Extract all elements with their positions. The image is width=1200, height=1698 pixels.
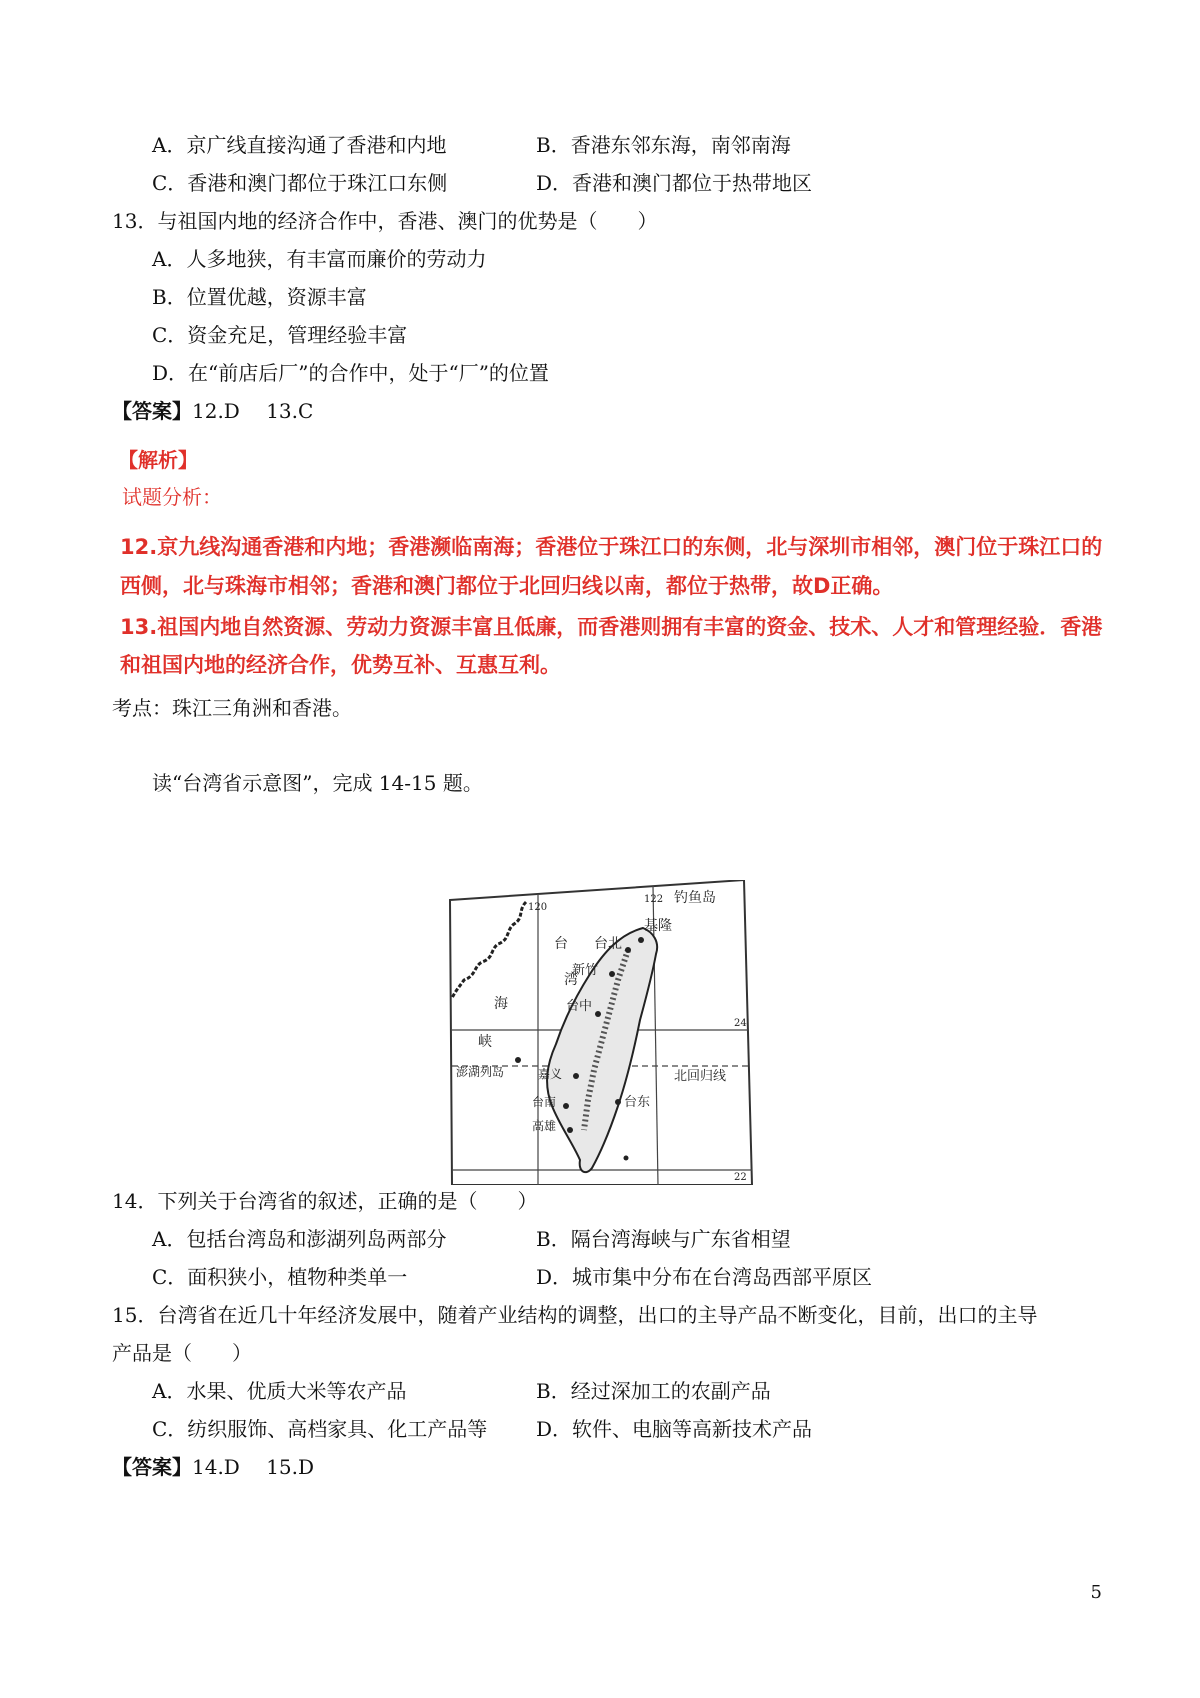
answer-block-2 (112, 1452, 314, 1482)
q15-option-b: B．经过深加工的农副产品 (536, 1379, 771, 1403)
answer-tag: 【答案】 (112, 399, 192, 423)
label-lat24: 24 (734, 1018, 747, 1029)
label-wan: 湾 (564, 972, 578, 988)
taipei-dot (625, 947, 631, 953)
label-lon122: 122 (644, 894, 664, 905)
q13-stem: 13．与祖国内地的经济合作中，香港、澳门的优势是（ ） (112, 209, 658, 233)
label-taichung: 台中 (566, 999, 593, 1014)
small-island (624, 1156, 629, 1161)
answer-tag: 【答案】 (112, 1455, 192, 1479)
kaohsiung-dot (567, 1127, 573, 1133)
answer-value: 12.D 13.C (192, 399, 314, 423)
map-intro: 读“台湾省示意图”，完成 14-15 题。 (152, 771, 483, 795)
taiwan-map (448, 880, 762, 1185)
label-chiayi: 嘉义 (538, 1067, 563, 1081)
taichung-dot (595, 1011, 601, 1017)
q15-option-c: C．纺织服饰、高档家具、化工产品等 (152, 1417, 488, 1441)
label-hai: 海 (494, 996, 508, 1012)
q14-option-b: B．隔台湾海峡与广东省相望 (536, 1227, 791, 1251)
label-diaoyu: 钓鱼岛 (674, 890, 716, 906)
q12-option-b: B．香港东邻东海，南邻南海 (536, 133, 791, 157)
q14-stem: 14．下列关于台湾省的叙述，正确的是（ ） (112, 1189, 538, 1213)
label-penghu: 澎湖列岛 (456, 1065, 505, 1079)
label-lat22: 22 (734, 1172, 747, 1183)
q15-stem-line-2: 产品是（ ） (112, 1341, 252, 1365)
q12-option-a: A．京广线直接沟通了香港和内地 (152, 133, 447, 157)
tainan-dot (563, 1103, 569, 1109)
q13-option-a: A．人多地狭，有丰富而廉价的劳动力 (152, 247, 487, 271)
penghu-island (515, 1057, 521, 1063)
kaodian: 考点：珠江三角洲和香港。 (112, 696, 352, 720)
q14-option-a: A．包括台湾岛和澎湖列岛两部分 (152, 1227, 447, 1251)
chiayi-dot (573, 1073, 579, 1079)
answer-block-1 (112, 396, 313, 426)
taitung-dot (615, 1099, 621, 1105)
hsinchu-dot (609, 971, 615, 977)
analysis-line-4: 和祖国内地的经济合作，优势互补、互惠互利。 (120, 653, 561, 677)
keelung-dot (638, 937, 644, 943)
analysis-tag: 【解析】 (118, 448, 198, 472)
analysis-subtitle: 试题分析： (122, 485, 222, 509)
label-lon120: 120 (528, 902, 548, 913)
label-taitung: 台东 (624, 1095, 651, 1110)
q13-option-c: C．资金充足，管理经验丰富 (152, 323, 408, 347)
label-kaohsiung: 高雄 (532, 1119, 557, 1133)
label-keelung: 基隆 (644, 918, 672, 934)
page-number: 5 (1090, 1582, 1102, 1603)
label-tainan: 台南 (532, 1095, 557, 1109)
q13-option-d: D．在“前店后厂”的合作中，处于“厂”的位置 (152, 361, 549, 385)
analysis-line-1: 12.京九线沟通香港和内地；香港濒临南海；香港位于珠江口的东侧，北与深圳市相邻，澳门位于珠江口的 (120, 535, 1103, 559)
q14-option-d: D．城市集中分布在台湾岛西部平原区 (536, 1265, 873, 1289)
q13-option-b: B．位置优越，资源丰富 (152, 285, 367, 309)
label-tropic: 北回归线 (674, 1069, 727, 1084)
analysis-line-2: 西侧，北与珠海市相邻；香港和澳门都位于北回归线以南，都位于热带，故D正确。 (120, 574, 894, 598)
q12-option-c: C．香港和澳门都位于珠江口东侧 (152, 171, 448, 195)
label-tai: 台 (554, 936, 568, 952)
q15-option-a: A．水果、优质大米等农产品 (152, 1379, 407, 1403)
label-xia: 峡 (478, 1034, 492, 1050)
q15-stem-line-1: 15．台湾省在近几十年经济发展中，随着产业结构的调整，出口的主导产品不断变化，目前，出口的主导 (112, 1303, 1038, 1327)
analysis-line-3: 13.祖国内地自然资源、劳动力资源丰富且低廉，而香港则拥有丰富的资金、技术、人才和管理经验．香港 (120, 615, 1103, 639)
label-hsinchu: 新竹 (572, 963, 599, 978)
q12-option-d: D．香港和澳门都位于热带地区 (536, 171, 813, 195)
answer-value: 14.D 15.D (192, 1455, 315, 1479)
label-taipei: 台北 (594, 936, 622, 952)
q15-option-d: D．软件、电脑等高新技术产品 (536, 1417, 813, 1441)
q14-option-c: C．面积狭小，植物种类单一 (152, 1265, 408, 1289)
